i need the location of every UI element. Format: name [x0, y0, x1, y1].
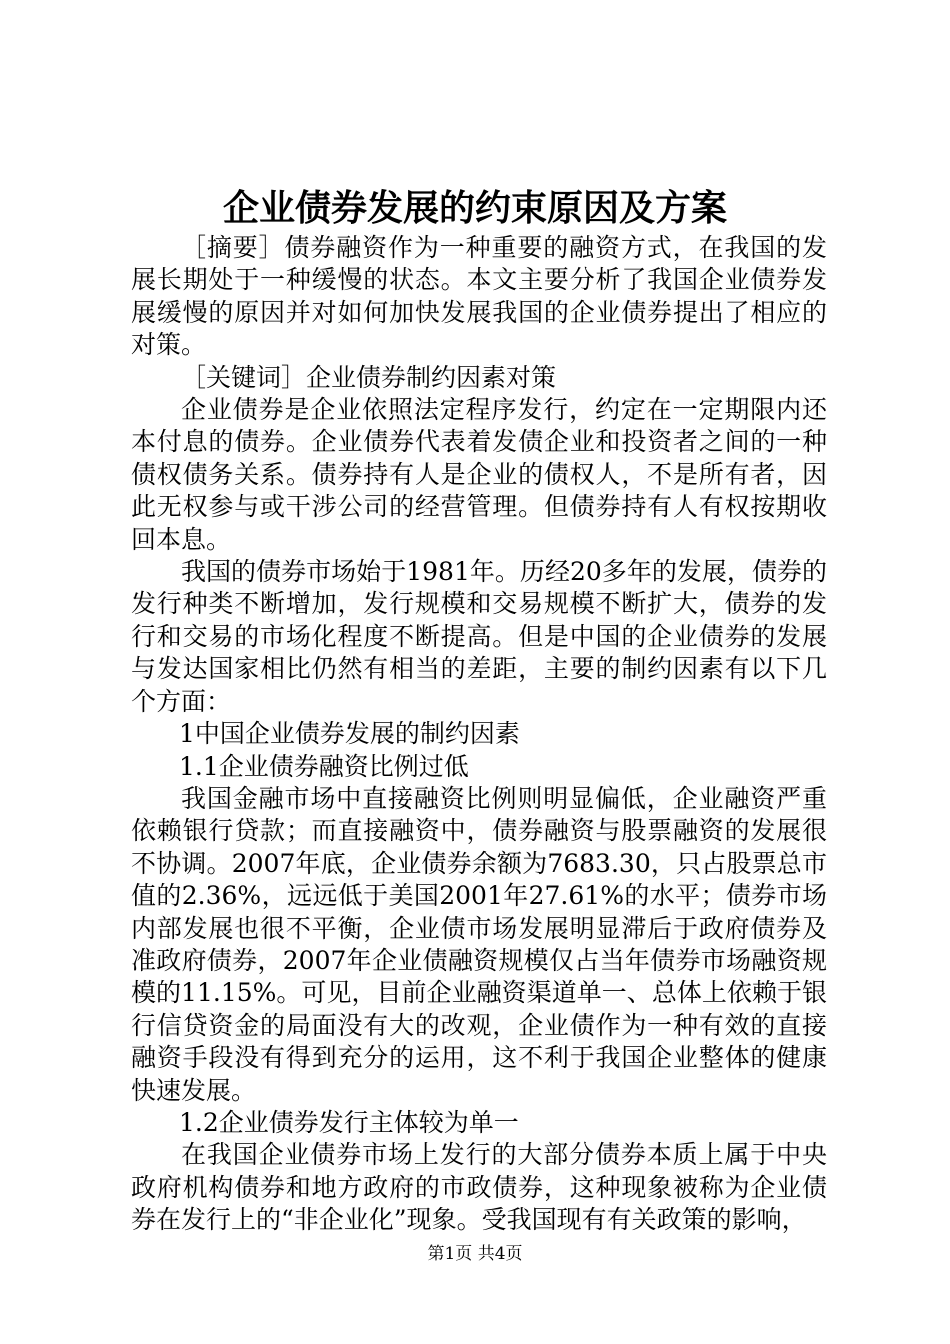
subsection-heading: 1.1企业债券融资比例过低 [179, 751, 469, 781]
section-heading: 1中国企业债券发展的制约因素 [179, 719, 520, 749]
page-footer: 第1页 共4页 [427, 1244, 523, 1264]
body-paragraph: 我国的债券市场始于1981年。历经20多年的发展，债券的发行种类不断增加，发行规模和交易规模不断扩大，债券的发行和交易的市场化程度不断提高。但是中国的企业债券的发展与发达国家相比仍然有相当的差距，主要的制约因素有以下几个方面： [131, 557, 827, 716]
body-paragraph: 在我国企业债券市场上发行的大部分债券本质上属于中央政府机构债券和地方政府的市政债券，这种现象被称为企业债券在发行上的“非企业化”现象。受我国现有有关政策的影响， [131, 1140, 827, 1235]
keywords-paragraph: ［关键词］企业债券制约因素对策 [181, 362, 557, 392]
body-paragraph: 企业债券是企业依照法定程序发行，约定在一定期限内还本付息的债券。企业债券代表着发债企业和投资者之间的一种债权债务关系。债券持有人是企业的债权人，不是所有者，因此无权参与或干涉公司的经营管理。但债券持有人有权按期收回本息。 [131, 395, 827, 554]
document-title: 企业债券发展的约束原因及方案 [222, 187, 727, 229]
document-body [131, 232, 827, 1237]
body-paragraph: 我国金融市场中直接融资比例则明显偏低，企业融资严重依赖银行贷款；而直接融资中，债券融资与股票融资的发展很不协调。2007年底，企业债券余额为7683.30，只占股票总市值的2.36%，远远低于美国2001年27.61%的水平；债券市场内部发展也很不平衡，企业债市场发展明显滞后于政府债券及准政府债券，2007年企业债融资规模仅占当年债券市场融资规模的11.15%。可见，目前企业融资渠道单一、总体上依赖于银行信贷资金的局面没有大的改观，企业债作为一种有效的直接融资手段没有得到充分的运用，这不利于我国企业整体的健康快速发展。 [131, 783, 827, 1105]
subsection-heading: 1.2企业债券发行主体较为单一 [179, 1107, 519, 1137]
abstract-paragraph: ［摘要］债券融资作为一种重要的融资方式，在我国的发展长期处于一种缓慢的状态。本文主要分析了我国企业债券发展缓慢的原因并对如何加快发展我国的企业债券提出了相应的对策。 [131, 233, 827, 360]
